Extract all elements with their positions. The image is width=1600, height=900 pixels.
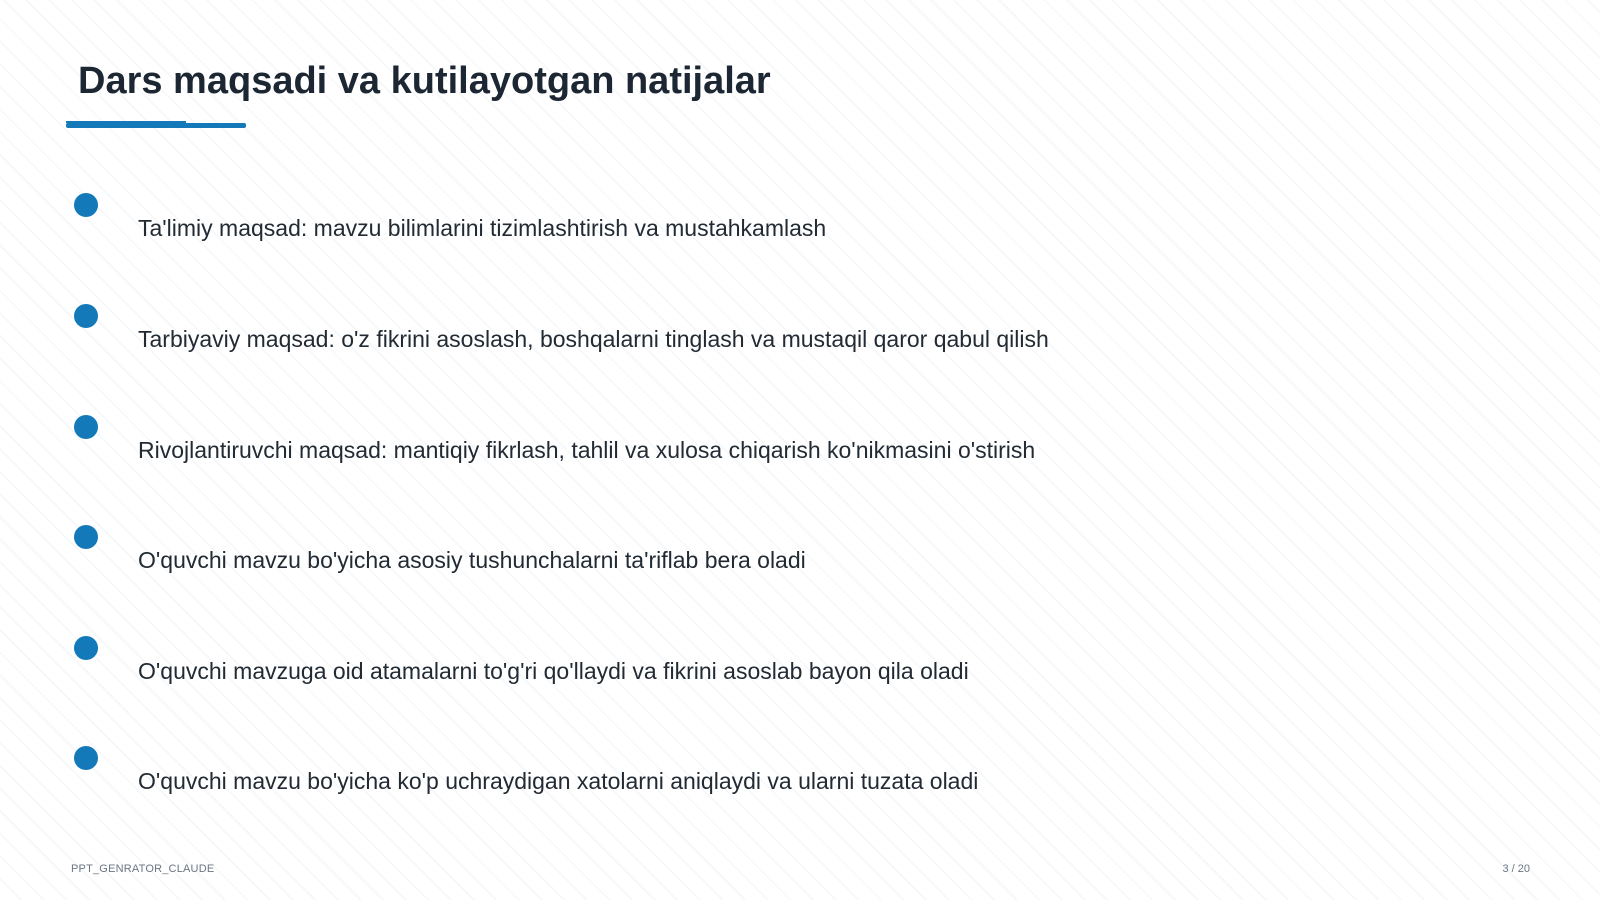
bullet-item — [74, 525, 1274, 585]
bullet-dot-icon — [74, 193, 98, 217]
bullet-item — [74, 636, 1274, 696]
bullet-item — [74, 193, 1274, 253]
bullet-item — [74, 304, 1274, 364]
bullet-item — [74, 415, 1274, 475]
bullet-dot-icon — [74, 636, 98, 660]
bullet-item — [74, 746, 1274, 806]
bullet-text: O'quvchi mavzuga oid atamalarni to'g'ri qo'llaydi va fikrini asoslab bayon qila oladi — [138, 658, 969, 684]
bullet-dot-icon — [74, 525, 98, 549]
bullet-text: Ta'limiy maqsad: mavzu bilimlarini tizimlashtirish va mustahkamlash — [138, 215, 827, 241]
bullet-dot-icon — [74, 746, 98, 770]
page-number: 3 / 20 — [1502, 863, 1530, 875]
bullet-text: Tarbiyaviy maqsad: o'z fikrini asoslash, boshqalarni tinglash va mustaqil qaror qabul qilish — [138, 326, 1049, 352]
slide-title: Dars maqsadi va kutilayotgan natijalar — [78, 60, 771, 102]
title-underline — [66, 123, 246, 128]
bullet-text: O'quvchi mavzu bo'yicha asosiy tushunchalarni ta'riflab bera oladi — [138, 547, 806, 573]
bullet-text: O'quvchi mavzu bo'yicha ko'p uchraydigan xatolarni aniqlaydi va ularni tuzata oladi — [138, 768, 979, 794]
bullet-dot-icon — [74, 304, 98, 328]
bullet-dot-icon — [74, 415, 98, 439]
footer-source: PPT_GENRATOR_CLAUDE — [71, 863, 215, 875]
bullet-text: Rivojlantiruvchi maqsad: mantiqiy fikrlash, tahlil va xulosa chiqarish ko'nikmasini o'stirish — [138, 437, 1036, 463]
